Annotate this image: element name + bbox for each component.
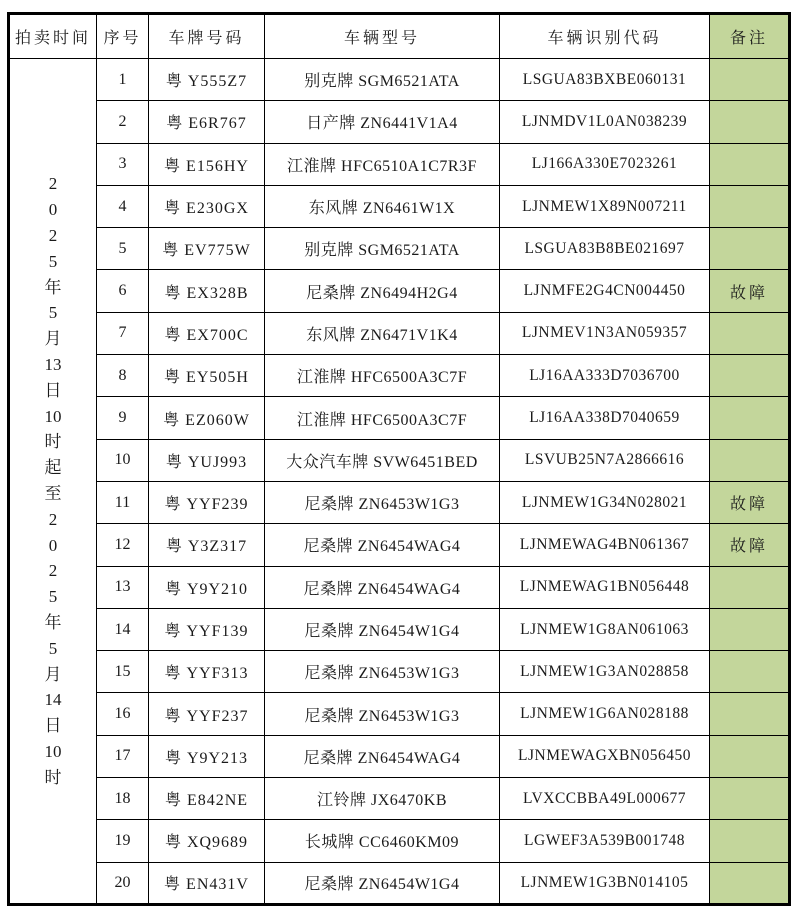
col-header-remark: 备注: [710, 14, 790, 59]
vin-code-cell: LGWEF3A539B001748: [500, 820, 710, 862]
remark-cell: 故障: [710, 270, 790, 312]
plate-number-cell: 粤 YYF313: [149, 651, 265, 693]
table-row: [9, 228, 790, 270]
remark-cell: [710, 439, 790, 481]
plate-number-cell: 粤 EX700C: [149, 312, 265, 354]
table-header: [9, 14, 790, 59]
col-header-auction-time: 拍卖时间: [9, 14, 97, 59]
remark-cell: [710, 735, 790, 777]
remark-cell: [710, 312, 790, 354]
vehicle-model-cell: 尼桑牌 ZN6454W1G4: [265, 608, 500, 650]
plate-number-cell: 粤 Y3Z317: [149, 524, 265, 566]
vin-code-cell: LJNMEWAG1BN056448: [500, 566, 710, 608]
vin-code-cell: LJNMEW1G34N028021: [500, 481, 710, 523]
plate-number-cell: 粤 XQ9689: [149, 820, 265, 862]
table-row: [9, 566, 790, 608]
plate-number-cell: 粤 Y9Y210: [149, 566, 265, 608]
vin-code-cell: LJNMFE2G4CN004450: [500, 270, 710, 312]
remark-cell: [710, 608, 790, 650]
vin-code-cell: LJNMDV1L0AN038239: [500, 101, 710, 143]
vehicle-model-cell: 尼桑牌 ZN6454W1G4: [265, 862, 500, 904]
vehicle-model-cell: 日产牌 ZN6441V1A4: [265, 101, 500, 143]
vehicle-model-cell: 江淮牌 HFC6510A1C7R3F: [265, 143, 500, 185]
plate-number-cell: 粤 E156HY: [149, 143, 265, 185]
serial-number-cell: 14: [97, 608, 149, 650]
serial-number-cell: 6: [97, 270, 149, 312]
plate-number-cell: 粤 YUJ993: [149, 439, 265, 481]
vehicle-model-cell: 大众汽车牌 SVW6451BED: [265, 439, 500, 481]
vin-code-cell: LJNMEW1G8AN061063: [500, 608, 710, 650]
serial-number-cell: 12: [97, 524, 149, 566]
serial-number-cell: 9: [97, 397, 149, 439]
vin-code-cell: LSGUA83B8BE021697: [500, 228, 710, 270]
col-header-vehicle-model: 车辆型号: [265, 14, 500, 59]
serial-number-cell: 17: [97, 735, 149, 777]
serial-number-cell: 19: [97, 820, 149, 862]
table-row: [9, 185, 790, 227]
table-row: [9, 778, 790, 820]
auction-time-cell: [9, 59, 97, 905]
remark-cell: 故障: [710, 524, 790, 566]
serial-number-cell: 5: [97, 228, 149, 270]
vehicle-table-body: [9, 59, 790, 905]
col-header-vin-code: 车辆识别代码: [500, 14, 710, 59]
plate-number-cell: 粤 E230GX: [149, 185, 265, 227]
vehicle-model-cell: 尼桑牌 ZN6453W1G3: [265, 481, 500, 523]
plate-number-cell: 粤 E6R767: [149, 101, 265, 143]
table-row: [9, 143, 790, 185]
vehicle-table: [7, 12, 791, 906]
plate-number-cell: 粤 Y555Z7: [149, 59, 265, 101]
vin-code-cell: LJ166A330E7023261: [500, 143, 710, 185]
remark-cell: [710, 143, 790, 185]
serial-number-cell: 3: [97, 143, 149, 185]
remark-cell: [710, 101, 790, 143]
vin-code-cell: LJ16AA333D7036700: [500, 355, 710, 397]
vehicle-model-cell: 江淮牌 HFC6500A3C7F: [265, 397, 500, 439]
remark-cell: [710, 651, 790, 693]
table-row: [9, 355, 790, 397]
remark-cell: [710, 228, 790, 270]
serial-number-cell: 10: [97, 439, 149, 481]
vehicle-model-cell: 尼桑牌 ZN6453W1G3: [265, 651, 500, 693]
vehicle-model-cell: 东风牌 ZN6471V1K4: [265, 312, 500, 354]
vehicle-model-cell: 江淮牌 HFC6500A3C7F: [265, 355, 500, 397]
vehicle-model-cell: 尼桑牌 ZN6454WAG4: [265, 566, 500, 608]
vehicle-model-cell: 长城牌 CC6460KM09: [265, 820, 500, 862]
plate-number-cell: 粤 EY505H: [149, 355, 265, 397]
remark-cell: [710, 778, 790, 820]
serial-number-cell: 15: [97, 651, 149, 693]
vehicle-model-cell: 别克牌 SGM6521ATA: [265, 228, 500, 270]
vin-code-cell: LJNMEW1X89N007211: [500, 185, 710, 227]
serial-number-cell: 7: [97, 312, 149, 354]
serial-number-cell: 4: [97, 185, 149, 227]
table-row: [9, 651, 790, 693]
vin-code-cell: LJNMEV1N3AN059357: [500, 312, 710, 354]
remark-cell: 故障: [710, 481, 790, 523]
col-header-serial-number: 序号: [97, 14, 149, 59]
vin-code-cell: LVXCCBBA49L000677: [500, 778, 710, 820]
table-row: [9, 608, 790, 650]
table-row: [9, 59, 790, 101]
table-row: [9, 481, 790, 523]
plate-number-cell: 粤 YYF139: [149, 608, 265, 650]
table-row: [9, 101, 790, 143]
vehicle-model-cell: 尼桑牌 ZN6453W1G3: [265, 693, 500, 735]
plate-number-cell: 粤 EX328B: [149, 270, 265, 312]
remark-cell: [710, 59, 790, 101]
vin-code-cell: LSGUA83BXBE060131: [500, 59, 710, 101]
vin-code-cell: LJNMEWAG4BN061367: [500, 524, 710, 566]
table-row: [9, 693, 790, 735]
vehicle-model-cell: 尼桑牌 ZN6454WAG4: [265, 524, 500, 566]
table-row: [9, 735, 790, 777]
table-row: [9, 524, 790, 566]
vin-code-cell: LJNMEW1G6AN028188: [500, 693, 710, 735]
header-row: [9, 14, 790, 59]
vehicle-model-cell: 尼桑牌 ZN6494H2G4: [265, 270, 500, 312]
remark-cell: [710, 862, 790, 904]
remark-cell: [710, 185, 790, 227]
auction-time-vertical-text: 2 0 2 5 年 5 月 13 日 10 时 起 至 2 0 2 5 年 5 月 14 日 10 时: [44, 174, 62, 787]
serial-number-cell: 1: [97, 59, 149, 101]
vin-code-cell: LSVUB25N7A2866616: [500, 439, 710, 481]
remark-cell: [710, 566, 790, 608]
table-row: [9, 397, 790, 439]
vehicle-model-cell: 江铃牌 JX6470KB: [265, 778, 500, 820]
plate-number-cell: 粤 EZ060W: [149, 397, 265, 439]
vehicle-model-cell: 尼桑牌 ZN6454WAG4: [265, 735, 500, 777]
serial-number-cell: 2: [97, 101, 149, 143]
plate-number-cell: 粤 YYF237: [149, 693, 265, 735]
vin-code-cell: LJNMEW1G3AN028858: [500, 651, 710, 693]
serial-number-cell: 16: [97, 693, 149, 735]
table-row: [9, 270, 790, 312]
vehicle-model-cell: 东风牌 ZN6461W1X: [265, 185, 500, 227]
plate-number-cell: 粤 EN431V: [149, 862, 265, 904]
serial-number-cell: 8: [97, 355, 149, 397]
plate-number-cell: 粤 EV775W: [149, 228, 265, 270]
remark-cell: [710, 397, 790, 439]
vehicle-model-cell: 别克牌 SGM6521ATA: [265, 59, 500, 101]
col-header-plate-number: 车牌号码: [149, 14, 265, 59]
plate-number-cell: 粤 Y9Y213: [149, 735, 265, 777]
serial-number-cell: 11: [97, 481, 149, 523]
vin-code-cell: LJ16AA338D7040659: [500, 397, 710, 439]
serial-number-cell: 18: [97, 778, 149, 820]
remark-cell: [710, 693, 790, 735]
vin-code-cell: LJNMEWAGXBN056450: [500, 735, 710, 777]
vin-code-cell: LJNMEW1G3BN014105: [500, 862, 710, 904]
serial-number-cell: 20: [97, 862, 149, 904]
serial-number-cell: 13: [97, 566, 149, 608]
table-row: [9, 439, 790, 481]
table-row: [9, 312, 790, 354]
plate-number-cell: 粤 E842NE: [149, 778, 265, 820]
remark-cell: [710, 355, 790, 397]
plate-number-cell: 粤 YYF239: [149, 481, 265, 523]
table-row: [9, 820, 790, 862]
table-row: [9, 862, 790, 904]
remark-cell: [710, 820, 790, 862]
